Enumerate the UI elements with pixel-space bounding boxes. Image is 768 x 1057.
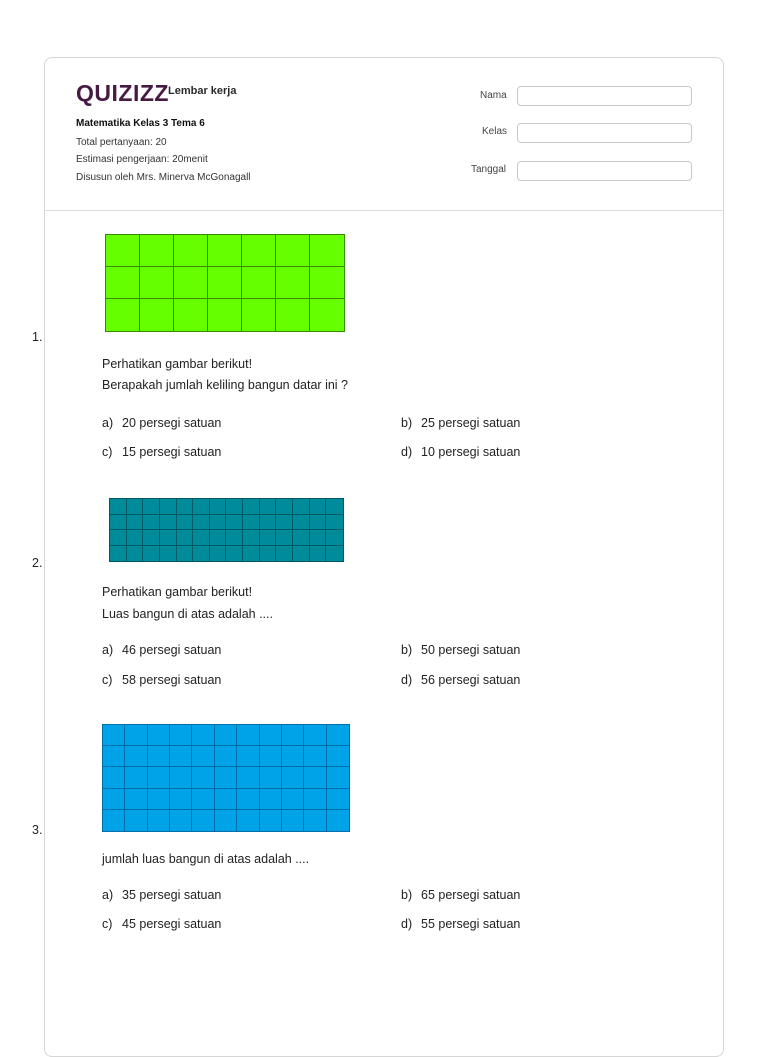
grid-cell <box>125 746 147 767</box>
grid-cell <box>326 530 343 546</box>
grid-cell <box>192 725 214 746</box>
grid-cell <box>293 530 310 546</box>
grid-cell <box>125 789 147 810</box>
grid-cell <box>327 725 349 746</box>
option-text: 10 persegi satuan <box>421 445 521 459</box>
q3-text-line-1: jumlah luas bangun di atas adalah .... <box>102 852 310 866</box>
name-field[interactable] <box>517 86 692 106</box>
grid-cell <box>110 499 127 515</box>
grid-cell <box>177 530 194 546</box>
grid-cell <box>103 789 125 810</box>
option-text: 56 persegi satuan <box>421 673 521 687</box>
grid-cell <box>148 746 170 767</box>
grid-cell <box>310 267 344 299</box>
grid-cell <box>148 810 170 831</box>
grid-cell <box>260 789 282 810</box>
option-text: 65 persegi satuan <box>421 888 521 902</box>
q1-figure <box>105 234 345 332</box>
author: Disusun oleh Mrs. Minerva McGonagall <box>76 172 251 183</box>
option-text: 25 persegi satuan <box>421 416 521 430</box>
date-field[interactable] <box>517 161 692 181</box>
date-label: Tanggal <box>471 164 507 175</box>
grid-cell <box>215 746 237 767</box>
grid-cell <box>243 530 260 546</box>
grid-cell <box>125 725 147 746</box>
grid-cell <box>160 515 177 531</box>
q1-option-b[interactable] <box>401 416 520 430</box>
grid-cell <box>193 499 210 515</box>
grid-cell <box>243 499 260 515</box>
q1-option-d[interactable] <box>401 445 520 459</box>
grid-cell <box>215 767 237 788</box>
grid-cell <box>260 746 282 767</box>
option-text: 46 persegi satuan <box>122 643 222 657</box>
grid-cell <box>326 515 343 531</box>
grid-cell <box>148 725 170 746</box>
grid-cell <box>276 267 310 299</box>
option-letter: b) <box>401 416 413 430</box>
grid-cell <box>276 546 293 562</box>
grid-cell <box>143 515 160 531</box>
grid-cell <box>310 299 344 331</box>
option-letter: c) <box>102 445 113 459</box>
q3-number: 3. <box>32 823 43 837</box>
grid-cell <box>260 499 277 515</box>
grid-cell <box>106 267 140 299</box>
option-letter: d) <box>401 917 413 931</box>
grid-cell <box>210 530 227 546</box>
grid-cell <box>177 515 194 531</box>
grid-cell <box>260 767 282 788</box>
class-field[interactable] <box>517 123 692 143</box>
grid-cell <box>210 546 227 562</box>
grid-cell <box>310 530 327 546</box>
grid-cell <box>242 299 276 331</box>
grid-cell <box>125 767 147 788</box>
grid-cell <box>192 810 214 831</box>
grid-cell <box>310 546 327 562</box>
grid-cell <box>260 725 282 746</box>
q2-text-line-1: Perhatikan gambar berikut! <box>102 585 253 599</box>
grid-cell <box>160 546 177 562</box>
grid-cell <box>226 499 243 515</box>
grid-cell <box>215 810 237 831</box>
grid-cell <box>260 530 277 546</box>
grid-cell <box>327 810 349 831</box>
grid-cell <box>177 499 194 515</box>
grid-cell <box>127 530 144 546</box>
grid-cell <box>293 515 310 531</box>
option-letter: b) <box>401 888 413 902</box>
grid-cell <box>226 515 243 531</box>
grid-cell <box>326 546 343 562</box>
grid-cell <box>215 789 237 810</box>
option-text: 58 persegi satuan <box>122 673 222 687</box>
worksheet-header <box>45 58 723 211</box>
grid-cell <box>193 530 210 546</box>
q2-figure <box>109 498 344 562</box>
grid-cell <box>310 515 327 531</box>
class-label: Kelas <box>482 126 508 137</box>
grid-cell <box>276 299 310 331</box>
grid-cell <box>125 810 147 831</box>
grid-cell <box>215 725 237 746</box>
grid-cell <box>237 767 259 788</box>
grid-cell <box>143 530 160 546</box>
option-letter: b) <box>401 643 413 657</box>
grid-cell <box>103 725 125 746</box>
name-label: Nama <box>480 90 507 101</box>
grid-cell <box>192 789 214 810</box>
worksheet-subtitle: Lembar kerja <box>168 85 237 97</box>
grid-cell <box>174 267 208 299</box>
q3-option-d[interactable] <box>401 917 520 931</box>
grid-cell <box>174 299 208 331</box>
option-text: 50 persegi satuan <box>421 643 521 657</box>
q3-option-c[interactable] <box>102 917 221 931</box>
grid-cell <box>260 810 282 831</box>
option-letter: a) <box>102 416 114 430</box>
grid-cell <box>208 299 242 331</box>
option-text: 20 persegi satuan <box>122 416 222 430</box>
option-text: 45 persegi satuan <box>122 917 222 931</box>
grid-cell <box>276 499 293 515</box>
grid-cell <box>282 746 304 767</box>
q2-option-c[interactable] <box>102 673 221 687</box>
q3-option-a[interactable] <box>102 888 221 902</box>
grid-cell <box>304 789 326 810</box>
grid-cell <box>193 515 210 531</box>
grid-cell <box>237 725 259 746</box>
q2-option-d[interactable] <box>401 673 520 687</box>
grid-cell <box>170 789 192 810</box>
grid-cell <box>293 546 310 562</box>
grid-cell <box>226 530 243 546</box>
grid-cell <box>208 267 242 299</box>
option-text: 15 persegi satuan <box>122 445 222 459</box>
quizizz-logo: QUIZIZZ <box>76 80 169 106</box>
option-letter: c) <box>102 917 113 931</box>
option-letter: d) <box>401 673 413 687</box>
grid-cell <box>160 499 177 515</box>
q1-option-c[interactable] <box>102 445 221 459</box>
grid-cell <box>110 515 127 531</box>
q2-option-a[interactable] <box>102 643 221 657</box>
grid-cell <box>276 530 293 546</box>
q2-option-b[interactable] <box>401 643 520 657</box>
grid-cell <box>326 499 343 515</box>
grid-cell <box>106 299 140 331</box>
q1-option-a[interactable] <box>102 416 221 430</box>
option-letter: a) <box>102 643 114 657</box>
q2-number: 2. <box>32 556 43 570</box>
q1-text-line-1: Perhatikan gambar berikut! <box>102 357 253 371</box>
grid-cell <box>304 725 326 746</box>
grid-cell <box>310 235 344 267</box>
grid-cell <box>276 515 293 531</box>
grid-cell <box>226 546 243 562</box>
grid-cell <box>282 767 304 788</box>
grid-cell <box>208 235 242 267</box>
grid-cell <box>110 530 127 546</box>
q3-figure <box>102 724 350 832</box>
grid-cell <box>282 789 304 810</box>
option-letter: d) <box>401 445 413 459</box>
grid-cell <box>103 746 125 767</box>
grid-cell <box>237 789 259 810</box>
grid-cell <box>243 515 260 531</box>
grid-cell <box>170 725 192 746</box>
grid-cell <box>282 725 304 746</box>
grid-cell <box>210 515 227 531</box>
grid-cell <box>143 499 160 515</box>
grid-cell <box>192 767 214 788</box>
grid-cell <box>193 546 210 562</box>
q1-text-line-2: Berapakah jumlah keliling bangun datar ini ? <box>102 378 348 392</box>
grid-cell <box>103 810 125 831</box>
grid-cell <box>242 235 276 267</box>
grid-cell <box>174 235 208 267</box>
option-text: 35 persegi satuan <box>122 888 222 902</box>
grid-cell <box>192 746 214 767</box>
grid-cell <box>276 235 310 267</box>
option-letter: c) <box>102 673 113 687</box>
grid-cell <box>140 299 174 331</box>
grid-cell <box>140 235 174 267</box>
grid-cell <box>293 499 310 515</box>
grid-cell <box>304 810 326 831</box>
grid-cell <box>127 515 144 531</box>
grid-cell <box>160 530 177 546</box>
grid-cell <box>148 767 170 788</box>
grid-cell <box>327 789 349 810</box>
grid-cell <box>304 767 326 788</box>
q2-text-line-2: Luas bangun di atas adalah .... <box>102 607 273 621</box>
grid-cell <box>210 499 227 515</box>
grid-cell <box>170 810 192 831</box>
grid-cell <box>140 267 174 299</box>
grid-cell <box>148 789 170 810</box>
grid-cell <box>127 499 144 515</box>
grid-cell <box>243 546 260 562</box>
option-text: 55 persegi satuan <box>421 917 521 931</box>
grid-cell <box>170 746 192 767</box>
grid-cell <box>260 515 277 531</box>
grid-cell <box>177 546 194 562</box>
total-questions: Total pertanyaan: 20 <box>76 137 167 148</box>
option-letter: a) <box>102 888 114 902</box>
q3-option-b[interactable] <box>401 888 520 902</box>
grid-cell <box>327 767 349 788</box>
grid-cell <box>282 810 304 831</box>
grid-cell <box>237 746 259 767</box>
grid-cell <box>127 546 144 562</box>
estimated-time: Estimasi pengerjaan: 20menit <box>76 154 208 165</box>
grid-cell <box>237 810 259 831</box>
grid-cell <box>143 546 160 562</box>
grid-cell <box>242 267 276 299</box>
q1-number: 1. <box>32 330 43 344</box>
grid-cell <box>170 767 192 788</box>
grid-cell <box>260 546 277 562</box>
grid-cell <box>310 499 327 515</box>
grid-cell <box>304 746 326 767</box>
grid-cell <box>110 546 127 562</box>
worksheet-title: Matematika Kelas 3 Tema 6 <box>76 118 205 129</box>
grid-cell <box>106 235 140 267</box>
grid-cell <box>103 767 125 788</box>
grid-cell <box>327 746 349 767</box>
